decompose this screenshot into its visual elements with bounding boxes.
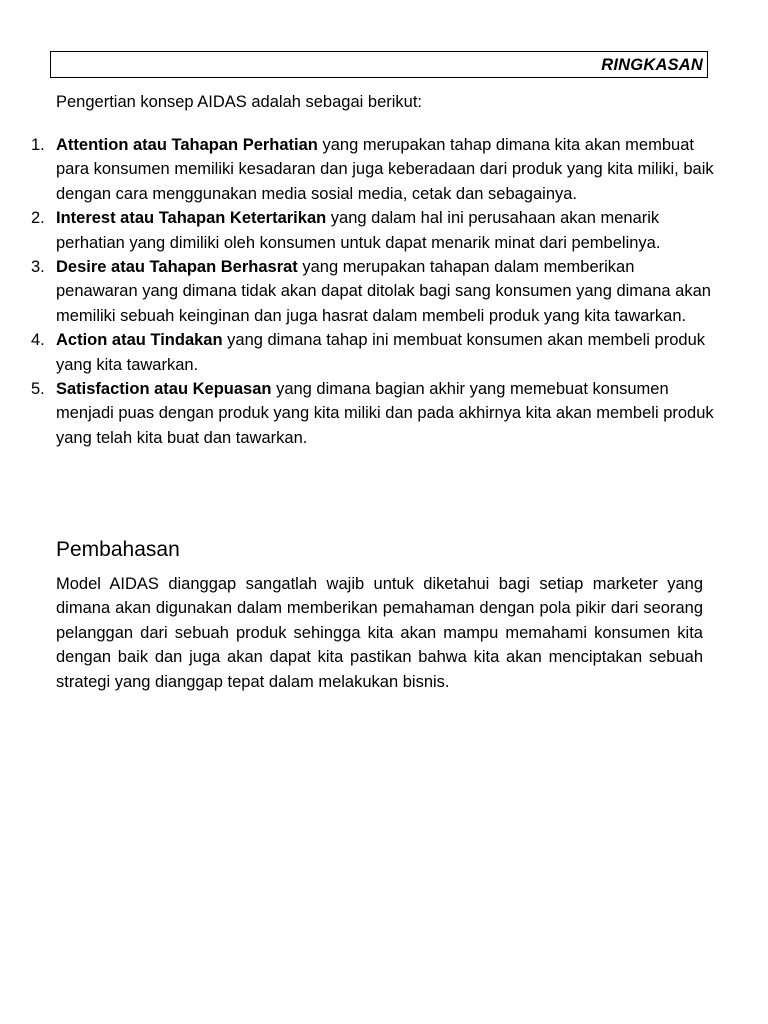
list-item-number: 3. [31, 258, 45, 277]
intro-text: Pengertian konsep AIDAS adalah sebagai berikut: [56, 93, 422, 111]
summary-header-title: RINGKASAN [601, 56, 703, 74]
list-item-term: Attention atau Tahapan Perhatian [56, 136, 318, 154]
list-item-term: Interest atau Tahapan Ketertarikan [56, 209, 327, 228]
list-item-term: Action atau Tindakan [56, 331, 223, 350]
summary-header-box [50, 51, 708, 78]
aidas-points-list [31, 133, 716, 450]
list-item [31, 255, 716, 328]
section-body-paragraph: Model AIDAS dianggap sangatlah wajib untuk diketahui bagi setiap marketer yang dimana akan digunakan dalam memberikan pemahaman dengan pola pikir dari seorang pelanggan dari sebuah produk sehingga kita akan mampu memahami konsumen kita dengan baik dan juga akan dapat kita pastikan bahwa kita akan menciptakan sebuah strategi yang dianggap tepat dalam melakukan bisnis. [56, 575, 703, 691]
list-item [31, 206, 716, 255]
list-item-term: Satisfaction atau Kepuasan [56, 380, 272, 399]
list-item-number: 2. [31, 209, 45, 228]
section-heading: Pembahasan [56, 538, 180, 561]
list-item [31, 133, 716, 206]
list-item-term: Desire atau Tahapan Berhasrat [56, 258, 298, 277]
list-item-text: yang dimana tahap ini membuat konsumen akan membeli produk yang kita tawarkan. [56, 331, 706, 374]
list-item-number: 1. [31, 136, 45, 154]
list-item-text: yang merupakan tahapan dalam memberikan penawaran yang dimana tidak akan dapat ditolak bagi sang konsumen yang dimana akan memiliki sebuah keinginan dan juga hasrat dalam membeli produk yang kita tawarkan. [56, 258, 711, 325]
list-item-text: yang merupakan tahap dimana kita akan membuat para konsumen memiliki kesadaran dan juga keberadaan dari produk yang kita miliki, baik dengan cara menggunakan media sosial media, cetak dan sebagainya. [56, 136, 714, 203]
list-item-number: 5. [31, 380, 45, 399]
list-item-text: yang dalam hal ini perusahaan akan menarik perhatian yang dimiliki oleh konsumen untuk dapat menarik minat dari pembelinya. [56, 209, 661, 252]
list-item [31, 328, 716, 377]
list-item-number: 4. [31, 331, 45, 350]
list-item [31, 377, 716, 450]
list-item-text: yang dimana bagian akhir yang memebuat konsumen menjadi puas dengan produk yang kita miliki dan pada akhirnya kita akan membeli produk yang telah kita buat dan tawarkan. [56, 380, 714, 447]
